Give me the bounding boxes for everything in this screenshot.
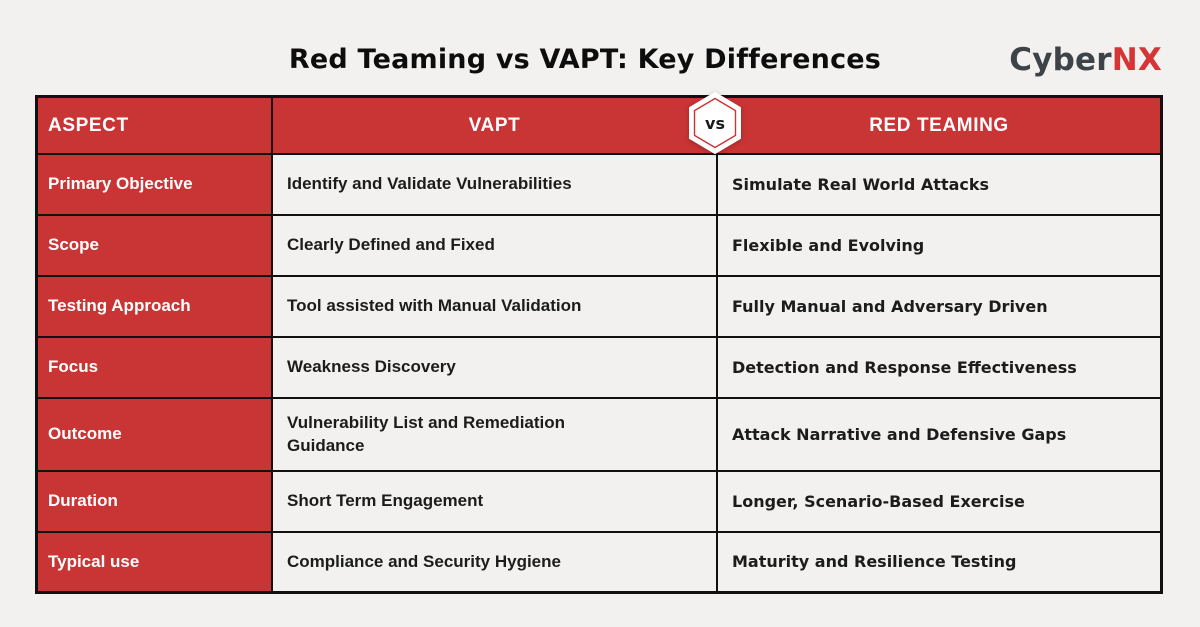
row-label-typical-use: Typical use [38,533,273,591]
row-label-focus: Focus [38,338,273,399]
column-header-aspect: ASPECT [38,98,273,155]
row-label-duration: Duration [38,472,273,533]
table-cell-vapt: Weakness Discovery [273,338,718,399]
column-header-vapt: VAPT [273,98,718,155]
table-cell-vapt: Compliance and Security Hygiene [273,533,718,591]
comparison-table [35,95,1163,594]
column-header-red-teaming: RED TEAMING [718,98,1160,155]
row-label-outcome: Outcome [38,399,273,472]
table-cell-vapt: Tool assisted with Manual Validation [273,277,718,338]
table-cell-vapt: Clearly Defined and Fixed [273,216,718,277]
vs-label: vs [705,114,725,133]
table-cell-red-teaming: Flexible and Evolving [718,216,1160,277]
page-title: Red Teaming vs VAPT: Key Differences [288,44,882,75]
table-cell-red-teaming: Maturity and Resilience Testing [718,533,1160,591]
table-cell-text: Vulnerability List and Remediation Guidance [287,412,566,455]
table-cell-red-teaming: Detection and Response Effectiveness [718,338,1160,399]
row-label-primary-objective: Primary Objective [38,155,273,216]
table-cell-vapt: Identify and Validate Vulnerabilities [273,155,718,216]
row-label-testing-approach: Testing Approach [38,277,273,338]
table-cell-vapt [273,399,718,472]
cybernx-logo [1009,42,1162,78]
table-cell-red-teaming: Attack Narrative and Defensive Gaps [718,399,1160,472]
hexagon-icon [688,92,742,154]
table-cell-red-teaming: Longer, Scenario-Based Exercise [718,472,1160,533]
table-cell-red-teaming: Fully Manual and Adversary Driven [718,277,1160,338]
logo-text-nx: NX [1111,42,1162,78]
table-cell-vapt: Short Term Engagement [273,472,718,533]
row-label-scope: Scope [38,216,273,277]
table-cell-red-teaming: Simulate Real World Attacks [718,155,1160,216]
logo-text-cyber: Cyber [1009,42,1112,78]
